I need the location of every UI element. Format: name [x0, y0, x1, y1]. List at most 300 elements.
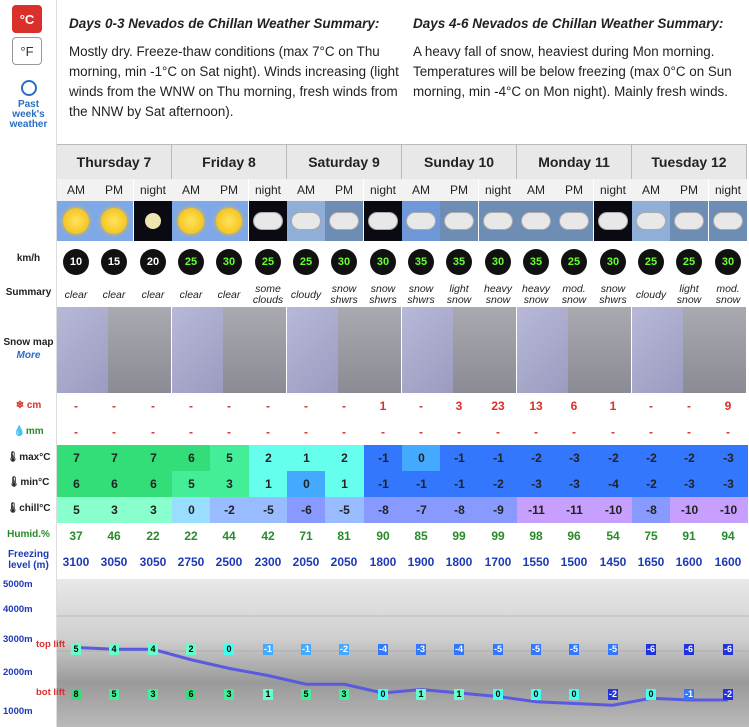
snow-map-land: [108, 307, 171, 393]
rain-cell: -: [249, 419, 287, 445]
humidity-cell: 42: [261, 529, 275, 543]
humidity-cell: 44: [222, 529, 236, 543]
wind-cell: [670, 241, 708, 283]
wind-arrow-icon: 25: [676, 249, 702, 275]
snow-cell: 23: [479, 393, 517, 419]
rain-cell: -: [555, 419, 593, 445]
snow-showers-icon: [325, 201, 363, 241]
wind-arrow-icon: 30: [485, 249, 511, 275]
bot-lift-temp: -2: [723, 689, 732, 699]
max-temp-cell: 7: [134, 445, 173, 471]
min-temp-cell: 5: [172, 471, 211, 497]
period-label: AM: [402, 179, 440, 201]
summary-cell: snow shwrs: [330, 283, 358, 306]
sunny-icon: [172, 201, 210, 241]
heavy-snow-icon: [479, 201, 517, 241]
summary-cell: clear: [141, 288, 165, 301]
summary-title: Days 4-6 Nevados de Chillan Weather Summary:: [413, 16, 724, 31]
snowmap-row-label: Snow map: [3, 337, 54, 348]
max-temp-cell: -2: [632, 445, 671, 471]
clock-icon: [21, 80, 37, 96]
freezing-level-cell: 2050: [330, 555, 358, 569]
chill-temp-cell: -8: [364, 497, 403, 523]
past-weather-link[interactable]: [4, 80, 53, 130]
wind-cell: [594, 241, 632, 283]
summary-cell: cloudy: [635, 288, 667, 301]
snow-cell: -: [287, 393, 325, 419]
max-temp-cell: -2: [594, 445, 633, 471]
period-label: AM: [172, 179, 210, 201]
summary-cell: light snow: [676, 283, 702, 306]
wind-row-label: km/h: [16, 253, 41, 264]
fahrenheit-button[interactable]: °F: [12, 37, 42, 65]
freezing-level-cell: 1800: [369, 555, 397, 569]
altitude-label: 2000m: [3, 667, 33, 678]
wind-arrow-icon: 15: [101, 249, 127, 275]
freezing-level-cell: 1600: [675, 555, 703, 569]
humidity-cell: 81: [337, 529, 351, 543]
summary-cell: clear: [102, 288, 126, 301]
snow-map-land: [338, 307, 401, 393]
min-temp-cell: -4: [594, 471, 633, 497]
snow-cell: -: [325, 393, 363, 419]
rain-cell: -: [172, 419, 210, 445]
wind-arrow-icon: 35: [523, 249, 549, 275]
freezing-level-cell: 1800: [445, 555, 473, 569]
min-temp-cell: 6: [134, 471, 173, 497]
snow-map-thumbnail[interactable]: [402, 307, 517, 393]
wind-arrow-icon: 25: [255, 249, 281, 275]
freezing-level-cell: 3050: [139, 555, 167, 569]
summary-cell: some clouds: [252, 283, 284, 306]
freezing-level-chart: [57, 579, 749, 727]
thermometer-icon: 🌡: [6, 503, 20, 514]
top-lift-label: top lift: [36, 639, 66, 650]
humidity-cell: 85: [414, 529, 428, 543]
chill-temp-cell: -5: [249, 497, 288, 523]
humidity-cell: 71: [299, 529, 313, 543]
max-temp-cell: 6: [172, 445, 211, 471]
rain-row-label: [0, 426, 57, 437]
max-temp-cell: -1: [440, 445, 479, 471]
rain-cell: -: [95, 419, 133, 445]
bot-lift-temp: 6: [186, 689, 196, 700]
min-temp-cell: 3: [210, 471, 249, 497]
freezing-level-cell: 1700: [484, 555, 512, 569]
snow-map-thumbnail[interactable]: [57, 307, 172, 393]
humidity-cell: 22: [146, 529, 160, 543]
period-label: PM: [670, 179, 708, 201]
chill-unit: chill°C: [19, 503, 51, 514]
min-temp-cell: 1: [325, 471, 364, 497]
wind-arrow-icon: 25: [178, 249, 204, 275]
min-unit: min°C: [20, 477, 50, 488]
humidity-cell: 75: [644, 529, 658, 543]
summary-cell: clear: [179, 288, 203, 301]
wind-arrow-icon: 30: [331, 249, 357, 275]
period-label: AM: [57, 179, 95, 201]
bot-lift-temp: 0: [378, 689, 388, 700]
chill-row-label: [0, 503, 57, 514]
day-header: Friday 8: [172, 144, 287, 179]
wind-arrow-icon: 10: [63, 249, 89, 275]
snow-night-icon: [364, 201, 402, 241]
wind-cell: [632, 241, 670, 283]
max-temp-cell: 2: [249, 445, 288, 471]
light-snow-icon: [670, 201, 708, 241]
period-label: night: [709, 179, 747, 201]
cloudy-night-icon: [249, 201, 287, 241]
period-label: night: [249, 179, 287, 201]
sidebar: [0, 0, 57, 727]
top-lift-temp: -6: [723, 644, 732, 654]
period-label: AM: [517, 179, 555, 201]
max-temp-cell: 1: [287, 445, 326, 471]
sunny-icon: [95, 201, 133, 241]
wind-arrow-icon: 35: [446, 249, 472, 275]
max-temp-cell: -1: [364, 445, 403, 471]
top-lift-temp: -6: [684, 644, 693, 654]
chill-temp-cell: 5: [57, 497, 96, 523]
rain-cell: -: [287, 419, 325, 445]
freezing-level-cell: 1900: [407, 555, 435, 569]
celsius-button[interactable]: °C: [12, 5, 42, 33]
max-temp-cell: -3: [555, 445, 594, 471]
snow-cell: -: [670, 393, 708, 419]
cloudy-icon: [287, 201, 325, 241]
snow-map-thumbnail[interactable]: [632, 307, 747, 393]
summary-title: Days 0-3 Nevados de Chillan Weather Summary:: [69, 16, 380, 31]
top-lift-temp: 2: [186, 644, 196, 655]
chill-temp-cell: -7: [402, 497, 441, 523]
summary-cell: clear: [217, 288, 241, 301]
summary-cell: snow shwrs: [369, 283, 397, 306]
min-temp-cell: -1: [440, 471, 479, 497]
top-lift-temp: -5: [493, 644, 502, 654]
wind-arrow-icon: 30: [370, 249, 396, 275]
snow-map-land: [453, 307, 516, 393]
wind-arrow-icon: 25: [561, 249, 587, 275]
bot-lift-temp: 3: [339, 689, 349, 700]
mod-snow-icon: [555, 201, 593, 241]
period-label: night: [594, 179, 632, 201]
freezing-level-line: [76, 648, 728, 706]
min-temp-cell: -3: [709, 471, 748, 497]
snow-cell: 6: [555, 393, 593, 419]
chill-temp-cell: -11: [517, 497, 556, 523]
snow-cell: -: [172, 393, 210, 419]
min-temp-cell: -1: [364, 471, 403, 497]
max-temp-cell: 5: [210, 445, 249, 471]
period-label: PM: [325, 179, 363, 201]
wind-arrow-icon: 30: [715, 249, 741, 275]
chill-temp-cell: 3: [95, 497, 134, 523]
wind-cell: [440, 241, 478, 283]
humidity-cell: 96: [567, 529, 581, 543]
period-label: night: [479, 179, 517, 201]
wind-cell: [325, 241, 363, 283]
chill-temp-cell: 0: [172, 497, 211, 523]
bot-lift-temp: 0: [493, 689, 503, 700]
min-temp-cell: -2: [479, 471, 518, 497]
period-label: AM: [632, 179, 670, 201]
summary-text: A heavy fall of snow, heaviest during Mon morning. Temperatures will be below freezing (max 0°C on Sun morning, min -4°C on Mon night). Mainly fresh winds.: [413, 44, 732, 99]
summary-cell: heavy snow: [521, 283, 551, 306]
summary-days-0-3: [69, 0, 404, 122]
min-temp-cell: -2: [632, 471, 671, 497]
past-weather-label: Past week's weather: [9, 99, 48, 130]
snow-cell: -: [402, 393, 440, 419]
freezing-level-cell: 2500: [215, 555, 243, 569]
max-row-label: [0, 452, 57, 463]
min-row-label: [0, 477, 57, 488]
day-header: Saturday 9: [287, 144, 402, 179]
freezing-level-cell: 3100: [62, 555, 90, 569]
wind-arrow-icon: 30: [600, 249, 626, 275]
min-temp-cell: 6: [95, 471, 134, 497]
bot-lift-temp: 5: [109, 689, 119, 700]
top-lift-temp: -5: [608, 644, 617, 654]
min-temp-cell: 0: [287, 471, 326, 497]
summary-row-label: Summary: [5, 287, 52, 298]
snow-cell: 3: [440, 393, 478, 419]
bot-lift-temp: 0: [646, 689, 656, 700]
summary-cell: mod. snow: [561, 283, 587, 306]
chill-temp-cell: -8: [632, 497, 671, 523]
rain-cell: -: [210, 419, 248, 445]
min-temp-cell: -1: [402, 471, 441, 497]
freezing-level-cell: 2300: [254, 555, 282, 569]
raindrop-icon: 💧: [13, 426, 26, 437]
mod-snow-icon: [709, 201, 747, 241]
wind-cell: [709, 241, 747, 283]
freezing-level-cell: 2750: [177, 555, 205, 569]
snow-map-thumbnail[interactable]: [517, 307, 632, 393]
bot-lift-temp: 0: [569, 689, 579, 700]
rain-cell: -: [517, 419, 555, 445]
wind-cell: [402, 241, 440, 283]
freezing-row-label: Freezing level (m): [7, 549, 50, 571]
bot-lift-temp: 1: [454, 689, 464, 700]
summary-cell: heavy snow: [483, 283, 513, 306]
top-lift-temp: -5: [569, 644, 578, 654]
humidity-cell: 94: [721, 529, 735, 543]
humidity-cell: 90: [376, 529, 390, 543]
bot-lift-temp: 3: [148, 689, 158, 700]
bot-lift-temp: -1: [684, 689, 693, 699]
top-lift-temp: 4: [109, 644, 119, 655]
bot-lift-temp: 8: [71, 689, 81, 700]
max-temp-cell: -3: [709, 445, 748, 471]
snowmap-more-link[interactable]: More: [16, 350, 41, 361]
thermometer-icon: 🌡: [6, 452, 20, 463]
summary-cell: snow shwrs: [599, 283, 627, 306]
snow-cell: -: [249, 393, 287, 419]
snow-map-thumbnail[interactable]: [172, 307, 287, 393]
freezing-level-cell: 1650: [637, 555, 665, 569]
top-lift-temp: -3: [416, 644, 425, 654]
top-lift-temp: -5: [531, 644, 540, 654]
wind-arrow-icon: 30: [216, 249, 242, 275]
min-temp-cell: -3: [517, 471, 556, 497]
summary-days-4-6: [413, 0, 743, 102]
freezing-level-cell: 3050: [100, 555, 128, 569]
top-lift-temp: 0: [224, 644, 234, 655]
bot-lift-temp: 5: [301, 689, 311, 700]
wind-cell: [134, 241, 172, 283]
rain-cell: -: [440, 419, 478, 445]
top-lift-temp: -1: [263, 644, 272, 654]
day-header: Monday 11: [517, 144, 632, 179]
summary-cell: mod. snow: [715, 283, 741, 306]
rain-cell: -: [479, 419, 517, 445]
rain-cell: -: [594, 419, 632, 445]
rain-cell: -: [57, 419, 95, 445]
bot-lift-temp: 1: [263, 689, 273, 700]
period-label: PM: [95, 179, 133, 201]
chill-temp-cell: -10: [594, 497, 633, 523]
altitude-label: 3000m: [3, 634, 33, 645]
max-temp-cell: 7: [57, 445, 96, 471]
period-label: PM: [555, 179, 593, 201]
top-lift-temp: 4: [148, 644, 158, 655]
bot-lift-temp: -2: [608, 689, 617, 699]
snow-cell: -: [134, 393, 172, 419]
wind-cell: [172, 241, 210, 283]
snow-cell: -: [210, 393, 248, 419]
cloud-sun-icon: [402, 201, 440, 241]
snow-unit: cm: [26, 400, 42, 411]
sunny-icon: [210, 201, 248, 241]
summary-cell: cloudy: [290, 288, 322, 301]
altitude-label: 4000m: [3, 604, 33, 615]
rain-cell: -: [364, 419, 402, 445]
period-label: night: [134, 179, 172, 201]
snow-cell: 1: [364, 393, 402, 419]
snow-map-land: [223, 307, 286, 393]
summary-text: Mostly dry. Freeze-thaw conditions (max 7°C on Thu morning, min -1°C on Sat night). Winds increasing (light winds from the WNW on Thu morning, fresh winds from the NNW by Sat afternoon).: [69, 44, 399, 119]
snowflake-icon: ❄: [15, 400, 25, 411]
wind-cell: [249, 241, 287, 283]
top-lift-temp: -2: [339, 644, 348, 654]
snow-night-icon: [594, 201, 632, 241]
sunny-icon: [57, 201, 95, 241]
chill-temp-cell: -6: [287, 497, 326, 523]
day-header: Sunday 10: [402, 144, 517, 179]
top-lift-temp: -6: [646, 644, 655, 654]
max-temp-cell: 0: [402, 445, 441, 471]
humidity-cell: 91: [682, 529, 696, 543]
snow-cell: 9: [709, 393, 747, 419]
altitude-label: 5000m: [3, 579, 33, 590]
min-temp-cell: 6: [57, 471, 96, 497]
snow-cell: -: [95, 393, 133, 419]
bot-lift-temp: 3: [224, 689, 234, 700]
humidity-cell: 98: [529, 529, 543, 543]
rain-cell: -: [709, 419, 747, 445]
rain-cell: -: [670, 419, 708, 445]
humidity-cell: 22: [184, 529, 198, 543]
wind-cell: [57, 241, 95, 283]
wind-cell: [95, 241, 133, 283]
period-label: night: [364, 179, 402, 201]
chill-temp-cell: -11: [555, 497, 594, 523]
chill-temp-cell: -5: [325, 497, 364, 523]
snow-map-land: [683, 307, 746, 393]
snow-map-land: [568, 307, 631, 393]
snow-cell: 13: [517, 393, 555, 419]
chill-temp-cell: -9: [479, 497, 518, 523]
rain-cell: -: [632, 419, 670, 445]
humid-row-label: Humid.%: [7, 529, 50, 540]
snow-map-thumbnail[interactable]: [287, 307, 402, 393]
chill-temp-cell: -8: [440, 497, 479, 523]
freezing-level-cell: 1500: [560, 555, 588, 569]
chill-temp-cell: 3: [134, 497, 173, 523]
min-temp-cell: -3: [555, 471, 594, 497]
period-label: PM: [210, 179, 248, 201]
max-temp-cell: 2: [325, 445, 364, 471]
freezing-level-cell: 2050: [292, 555, 320, 569]
wind-cell: [517, 241, 555, 283]
snow-cell: -: [57, 393, 95, 419]
max-temp-cell: -1: [479, 445, 518, 471]
humidity-cell: 46: [107, 529, 121, 543]
wind-cell: [555, 241, 593, 283]
wind-arrow-icon: 35: [408, 249, 434, 275]
top-lift-temp: 5: [71, 644, 81, 655]
summary-cell: light snow: [446, 283, 472, 306]
cloudy-icon: [632, 201, 670, 241]
max-unit: max°C: [19, 452, 51, 463]
rain-cell: -: [402, 419, 440, 445]
day-header: Thursday 7: [57, 144, 172, 179]
freezing-level-cell: 1600: [714, 555, 742, 569]
clear-night-icon: [134, 201, 172, 241]
wind-cell: [210, 241, 248, 283]
rain-cell: -: [134, 419, 172, 445]
thermometer-icon: 🌡: [7, 477, 21, 488]
top-lift-temp: -4: [454, 644, 463, 654]
snow-cell: 1: [594, 393, 632, 419]
period-label: PM: [440, 179, 478, 201]
humidity-cell: 37: [69, 529, 83, 543]
summary-cell: clear: [64, 288, 88, 301]
rain-unit: mm: [25, 426, 44, 437]
chill-temp-cell: -2: [210, 497, 249, 523]
max-temp-cell: -2: [517, 445, 556, 471]
bot-lift-temp: 1: [416, 689, 426, 700]
period-label: AM: [287, 179, 325, 201]
top-lift-temp: -4: [378, 644, 387, 654]
humidity-cell: 99: [452, 529, 466, 543]
max-temp-cell: 7: [95, 445, 134, 471]
chill-temp-cell: -10: [709, 497, 748, 523]
bot-lift-label: bot lift: [36, 687, 66, 698]
freezing-level-cell: 1550: [522, 555, 550, 569]
bot-lift-temp: 0: [531, 689, 541, 700]
humidity-cell: 54: [606, 529, 620, 543]
min-temp-cell: 1: [249, 471, 288, 497]
min-temp-cell: -3: [670, 471, 709, 497]
light-snow-icon: [440, 201, 478, 241]
wind-cell: [287, 241, 325, 283]
snow-row-label: [0, 400, 57, 411]
summary-cell: snow shwrs: [407, 283, 435, 306]
day-header: Tuesday 12: [632, 144, 747, 179]
chill-temp-cell: -10: [670, 497, 709, 523]
wind-cell: [479, 241, 517, 283]
